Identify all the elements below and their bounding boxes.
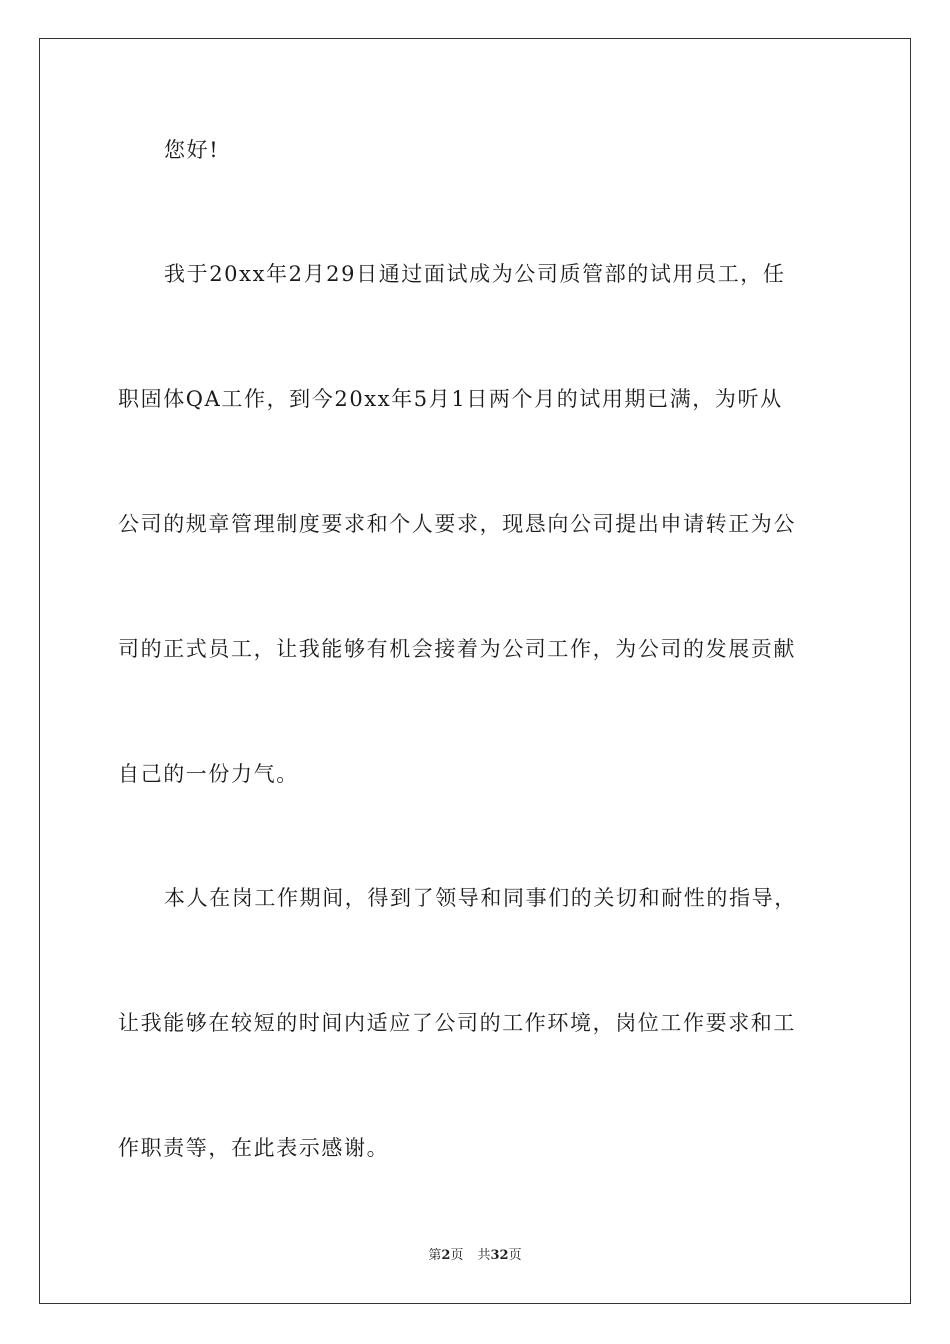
paragraph-1-line-1: 我于20xx年2月29日通过面试成为公司质管部的试用员工，任 [164, 262, 786, 286]
page-number: 2 [441, 1248, 451, 1263]
page-prefix: 第 [428, 1248, 442, 1263]
paragraph-2-line-2: 让我能够在较短的时间内适应了公司的工作环境，岗位工作要求和工 [118, 1011, 796, 1035]
paragraph-2-line-3: 作职责等，在此表示感谢。 [118, 1136, 390, 1160]
page-suffix: 页 [450, 1248, 464, 1263]
total-pages: 32 [490, 1248, 509, 1263]
paragraph-1-line-4: 司的正式员工，让我能够有机会接着为公司工作，为公司的发展贡献 [118, 637, 796, 661]
total-prefix: 共 [477, 1248, 491, 1263]
greeting-line: 您好! [164, 138, 220, 162]
paragraph-1-line-2: 职固体QA工作，到今20xx年5月1日两个月的试用期已满，为听从 [118, 387, 783, 411]
paragraph-2-line-1: 本人在岗工作期间，得到了领导和同事们的关切和耐性的指导， [164, 886, 797, 910]
paragraph-1-line-5: 自己的一份力气。 [118, 762, 299, 786]
total-suffix: 页 [508, 1248, 522, 1263]
paragraph-1-line-3: 公司的规章管理制度要求和个人要求，现恳向公司提出申请转正为公 [118, 512, 796, 536]
page-border [39, 38, 911, 1304]
page-footer [0, 1247, 950, 1265]
